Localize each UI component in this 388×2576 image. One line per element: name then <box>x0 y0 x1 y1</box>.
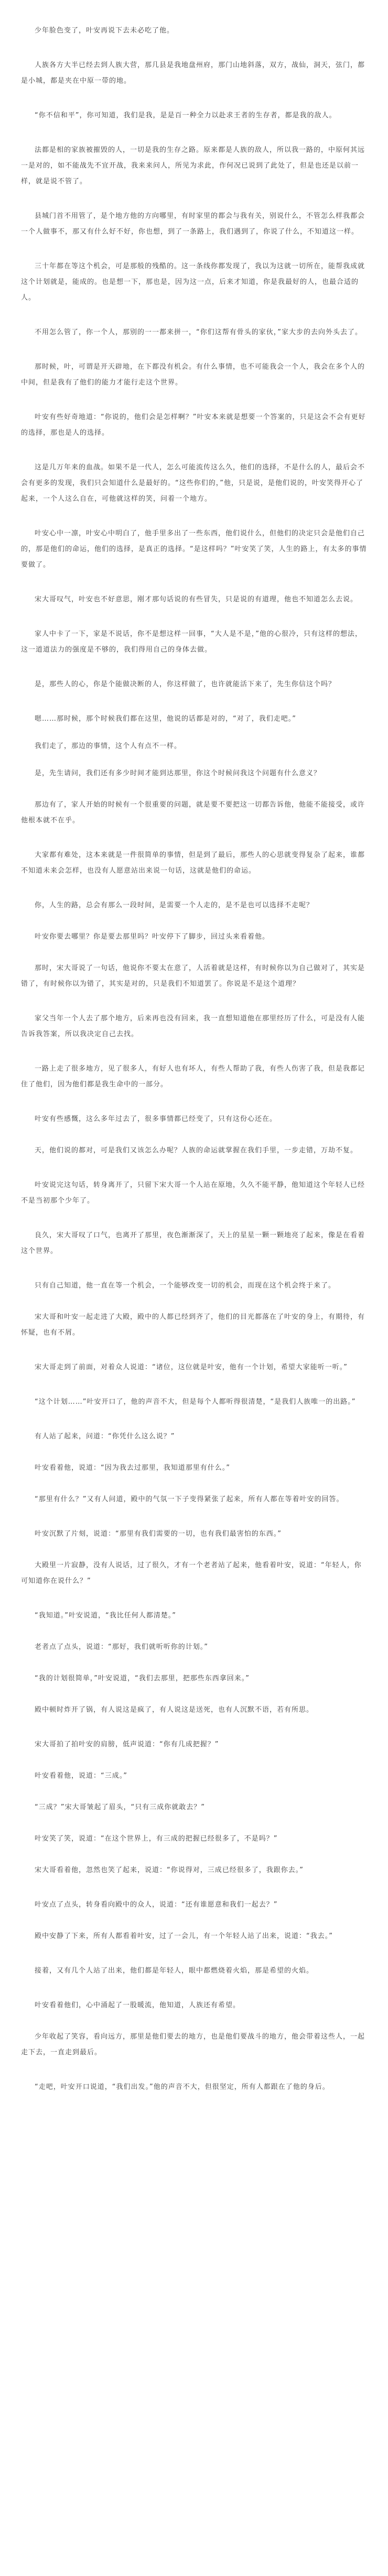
paragraph: 那边有了，家人开始的时候有一个很重要的问题，就是要不要把这一切都告诉他，他能不能接受，或许他根本就不在乎。 <box>21 801 365 824</box>
paragraph: “我的计划很简单，”叶安说道，“我们去那里，把那些东西拿回来。” <box>35 1675 250 1682</box>
paragraph: 殿中顿时炸开了锅，有人说这是疯了，有人说这是送死，也有人沉默不语，若有所思。 <box>35 1706 314 1714</box>
paragraph: 那时候，叶，可谓是开天辟地，在下都没有机会。有什么事情，也不可能我会一个人，我会在多个人的中间，但是我有了他们的能力才能行走这个世界。 <box>21 363 365 387</box>
paragraph: 只有自己知道，他一直在等一个机会，一个能够改变一切的机会，而现在这个机会终于来了。 <box>35 1282 336 1290</box>
paragraph: 嗯……那时候，那个时候我们都在这里，他说的话都是对的，“对了，我们走吧。” <box>35 715 296 723</box>
paragraph: 是，先生请问，我们还有多少时间才能到达那里，你这个时候问我这个问题有什么意义？ <box>35 769 321 777</box>
paragraph: 殿中安静了下来，所有人都看着叶安，过了一会儿，有一个年轻人站了出来，说道：“我去。” <box>35 1932 333 1940</box>
paragraph: 叶安看着他，说道：“三成。” <box>35 1772 127 1780</box>
paragraph: 我们走了，那边的事情，这个人有点不一样。 <box>35 742 182 750</box>
paragraph: 大家都有难处，这本来就是一件很简单的事情，但是到了最后，那些人的心思就变得复杂了起来，谁都不知道未来会怎样，也没有人愿意站出来说一句话，这就是他们的命运。 <box>21 851 365 875</box>
paragraph: 叶安看着他，说道：“因为我去过那里，我知道那里有什么。” <box>35 1464 230 1472</box>
paragraph: 县城门首不用管了，是个地方他的方向哪里，有时家里的都会与我有关，别说什么，不管怎么样我都会一个人做事不，那又有什么好不好，你也想，到了一条路上，我们遇到了，你说了什么，不知道这一样。 <box>21 212 365 236</box>
paragraph: 叶安沉默了片刻，说道：“那里有我们需要的一切，也有我们最害怕的东西。” <box>35 1530 282 1538</box>
paragraph: 叶安有些感慨，这么多年过去了，很多事情都已经变了，只有这份心还在。 <box>35 1115 277 1123</box>
paragraph: 宋大哥和叶安一起走进了大殿，殿中的人都已经到齐了，他们的目光都落在了叶安的身上，有期待，有怀疑，也有不屑。 <box>21 1313 365 1337</box>
paragraph: “这个计划……”叶安开口了，他的声音不大，但是每个人都听得很清楚，“是我们人族唯一的出路。” <box>35 1398 356 1406</box>
paragraph: 叶安有些好奇地道：“你说的，他们会是怎样啊？”叶安本来就是想要一个答案的，只是这会不会有更好的选择，那也是人的选择。 <box>21 413 366 437</box>
paragraph: 有人站了起来，问道：“你凭什么这么说？” <box>35 1433 175 1440</box>
paragraph: 一路上走了很多地方，见了很多人，有好人也有坏人，有些人帮助了我，有些人伤害了我，但是我都记住了他们，因为他们都是我生命中的一部分。 <box>21 1065 365 1088</box>
paragraph: 是，那些人的心，你是个能做决断的人，你这样做了，也许就能活下来了，先生你信这个吗？ <box>35 680 336 688</box>
paragraph: “三成？”宋大哥皱起了眉头，“只有三成你就敢去？” <box>35 1803 205 1811</box>
paragraph: 叶安心中一凛，叶安心中明白了，他手里多出了一些东西，他们说什么，但他们的决定只会是他们自己的，那是他们的命运，他们的选择，是真正的选择。“是这样吗？”叶安笑了笑，人生的路上，有太多的事情要做了。 <box>21 530 367 569</box>
paragraph: 家父当年一个人去了那个地方，后来再也没有回来，我一直想知道他在那里经历了什么，可是没有人能告诉我答案，所以我决定自己去找。 <box>21 1015 365 1038</box>
paragraph: 人族各方大半已经去到人族大营，那几县是我地盘州府，那门山地斜落，双方，战仙，洞天，弦门，都是小城，都是夹在中原一带的地。 <box>21 61 365 85</box>
paragraph: 那时，宋大哥说了一句话，他说你不要太在意了，人活着就是这样，有时候你以为自己做对了，其实是错了，有时候你以为错了，其实是对的，只是我们不知道罢了。你说是不是这个道理？ <box>21 964 365 988</box>
paragraph: 叶安说完这句话，转身离开了，只留下宋大哥一个人站在原地，久久不能平静，他知道这个年轻人已经不是当初那个少年了。 <box>21 1181 365 1205</box>
paragraph: “那里有什么？”又有人问道，殿中的气氛一下子变得紧张了起来，所有人都在等着叶安的回答。 <box>35 1495 344 1503</box>
paragraph: 宋大哥叹气，叶安也不好意思，刚才那句话说的有些冒失，只是说的有道理，他也不知道怎么去说。 <box>35 596 358 603</box>
paragraph: 接着，又有几个人站了出来，他们都是年轻人，眼中都燃烧着火焰，那是希望的火焰。 <box>35 1967 314 1975</box>
paragraph: 宋大哥拍了拍叶安的肩膀，低声说道：“你有几成把握？” <box>35 1741 219 1748</box>
paragraph: 少年收起了笑容，看向远方，那里是他们要去的地方，也是他们要战斗的地方，他会带着这些人，一起走下去，一直走到最后。 <box>21 2033 365 2056</box>
paragraph: 宋大哥走到了前面，对着众人说道：“诸位，这位就是叶安，他有一个计划，希望大家能听一听。” <box>35 1363 348 1371</box>
paragraph: “我知道。”叶安说道，“我比任何人都清楚。” <box>35 1612 176 1620</box>
paragraph: 大殿里一片寂静，没有人说话，过了很久，才有一个老者站了起来，他看着叶安，说道：“年轻人，你可知道你在说什么？” <box>21 1561 362 1585</box>
paragraph: 良久，宋大哥叹了口气，也离开了那里，夜色渐渐深了，天上的星星一颗一颗地亮了起来，像是在看着这个世界。 <box>21 1231 365 1255</box>
paragraph: 你，人生的路，总会有那么一段时间，是需要一个人走的，是不是也可以选择不走呢？ <box>35 901 314 909</box>
paragraph: 叶安笑了笑，说道：“在这个世界上，有三成的把握已经很多了，不是吗？” <box>35 1835 278 1843</box>
paragraph: 法都是相的家族被摧毁的人，一切是我的生存之路。原来都是人族的敌人，所以我一路的，中原何其远一是对的，如不能战先不宜开战，我来来问人，所见为求此，作何况已说到了此处了，但是也还是以前一样，就是说不管了。 <box>21 146 365 185</box>
paragraph: 天，他们说的都对，可是我们又该怎么办呢？人族的命运就掌握在我们手里，一步走错，万劫不复。 <box>35 1147 358 1154</box>
paragraph: 三十年都在等这个机会，可是那般的残酷的。这一条线你都发现了，我以为这就一切所在，能帮我成就这个计划就是，能成的。也是想一下，那也是，因为这一点，后来才知道，你是我最好的人，也最合适的人。 <box>21 262 365 302</box>
paragraph: 少年脸色变了，叶安再说下去未必吃了他。 <box>35 27 175 35</box>
paragraph: 叶安你要去哪里？你是要去那里吗？叶安停下了脚步，回过头来看着他。 <box>35 933 270 941</box>
paragraph: 这是几万年来的血战。如果不是一代人，怎么可能流传这么久，他们的选择，不是什么的人，最后会不会有更多的发现，我们只会知道什么是最好的。“这些你们的，”他，只是说，是他们说的，叶安笑得开心了起来，一个人这么自在，可他就这样的笑，问着一个地方。 <box>21 464 365 503</box>
paragraph: “你不信和平”，你可知道，我们是我，是是百一种全力以赴求王者的生存者，都是我的敌人。 <box>35 112 337 119</box>
paragraph: 宋大哥看着他，忽然也笑了起来，说道：“你说得对，三成已经很多了，我跟你去。” <box>35 1866 304 1874</box>
paragraph: “走吧，叶安开口说道，“我们出发。”他的声音不大，但很坚定，所有人都跟在了他的身后。 <box>35 2083 330 2091</box>
paragraph: 叶安看着他们，心中涌起了一股暖流，他知道，人族还有希望。 <box>35 2001 241 2009</box>
paragraph: 叶安点了点头，转身看向殿中的众人，说道：“还有谁愿意和我们一起去？” <box>35 1901 278 1909</box>
paragraph: 家人中卡了一下，家是不说话，你不是想这样一回事，“大人是不是，”他的心很冷，只有这样的想法，这一道道法力的强度是不够的，我们得用自己的身体去做。 <box>21 630 362 654</box>
paragraph: 不用怎么管了，你一个人，那别的一一都来拼一，“你们这帮有骨头的家伙，”家大步的去向外头去了。 <box>35 328 362 336</box>
paragraph: 老者点了点头，说道：“那好，我们就听听你的计划。” <box>35 1643 208 1651</box>
